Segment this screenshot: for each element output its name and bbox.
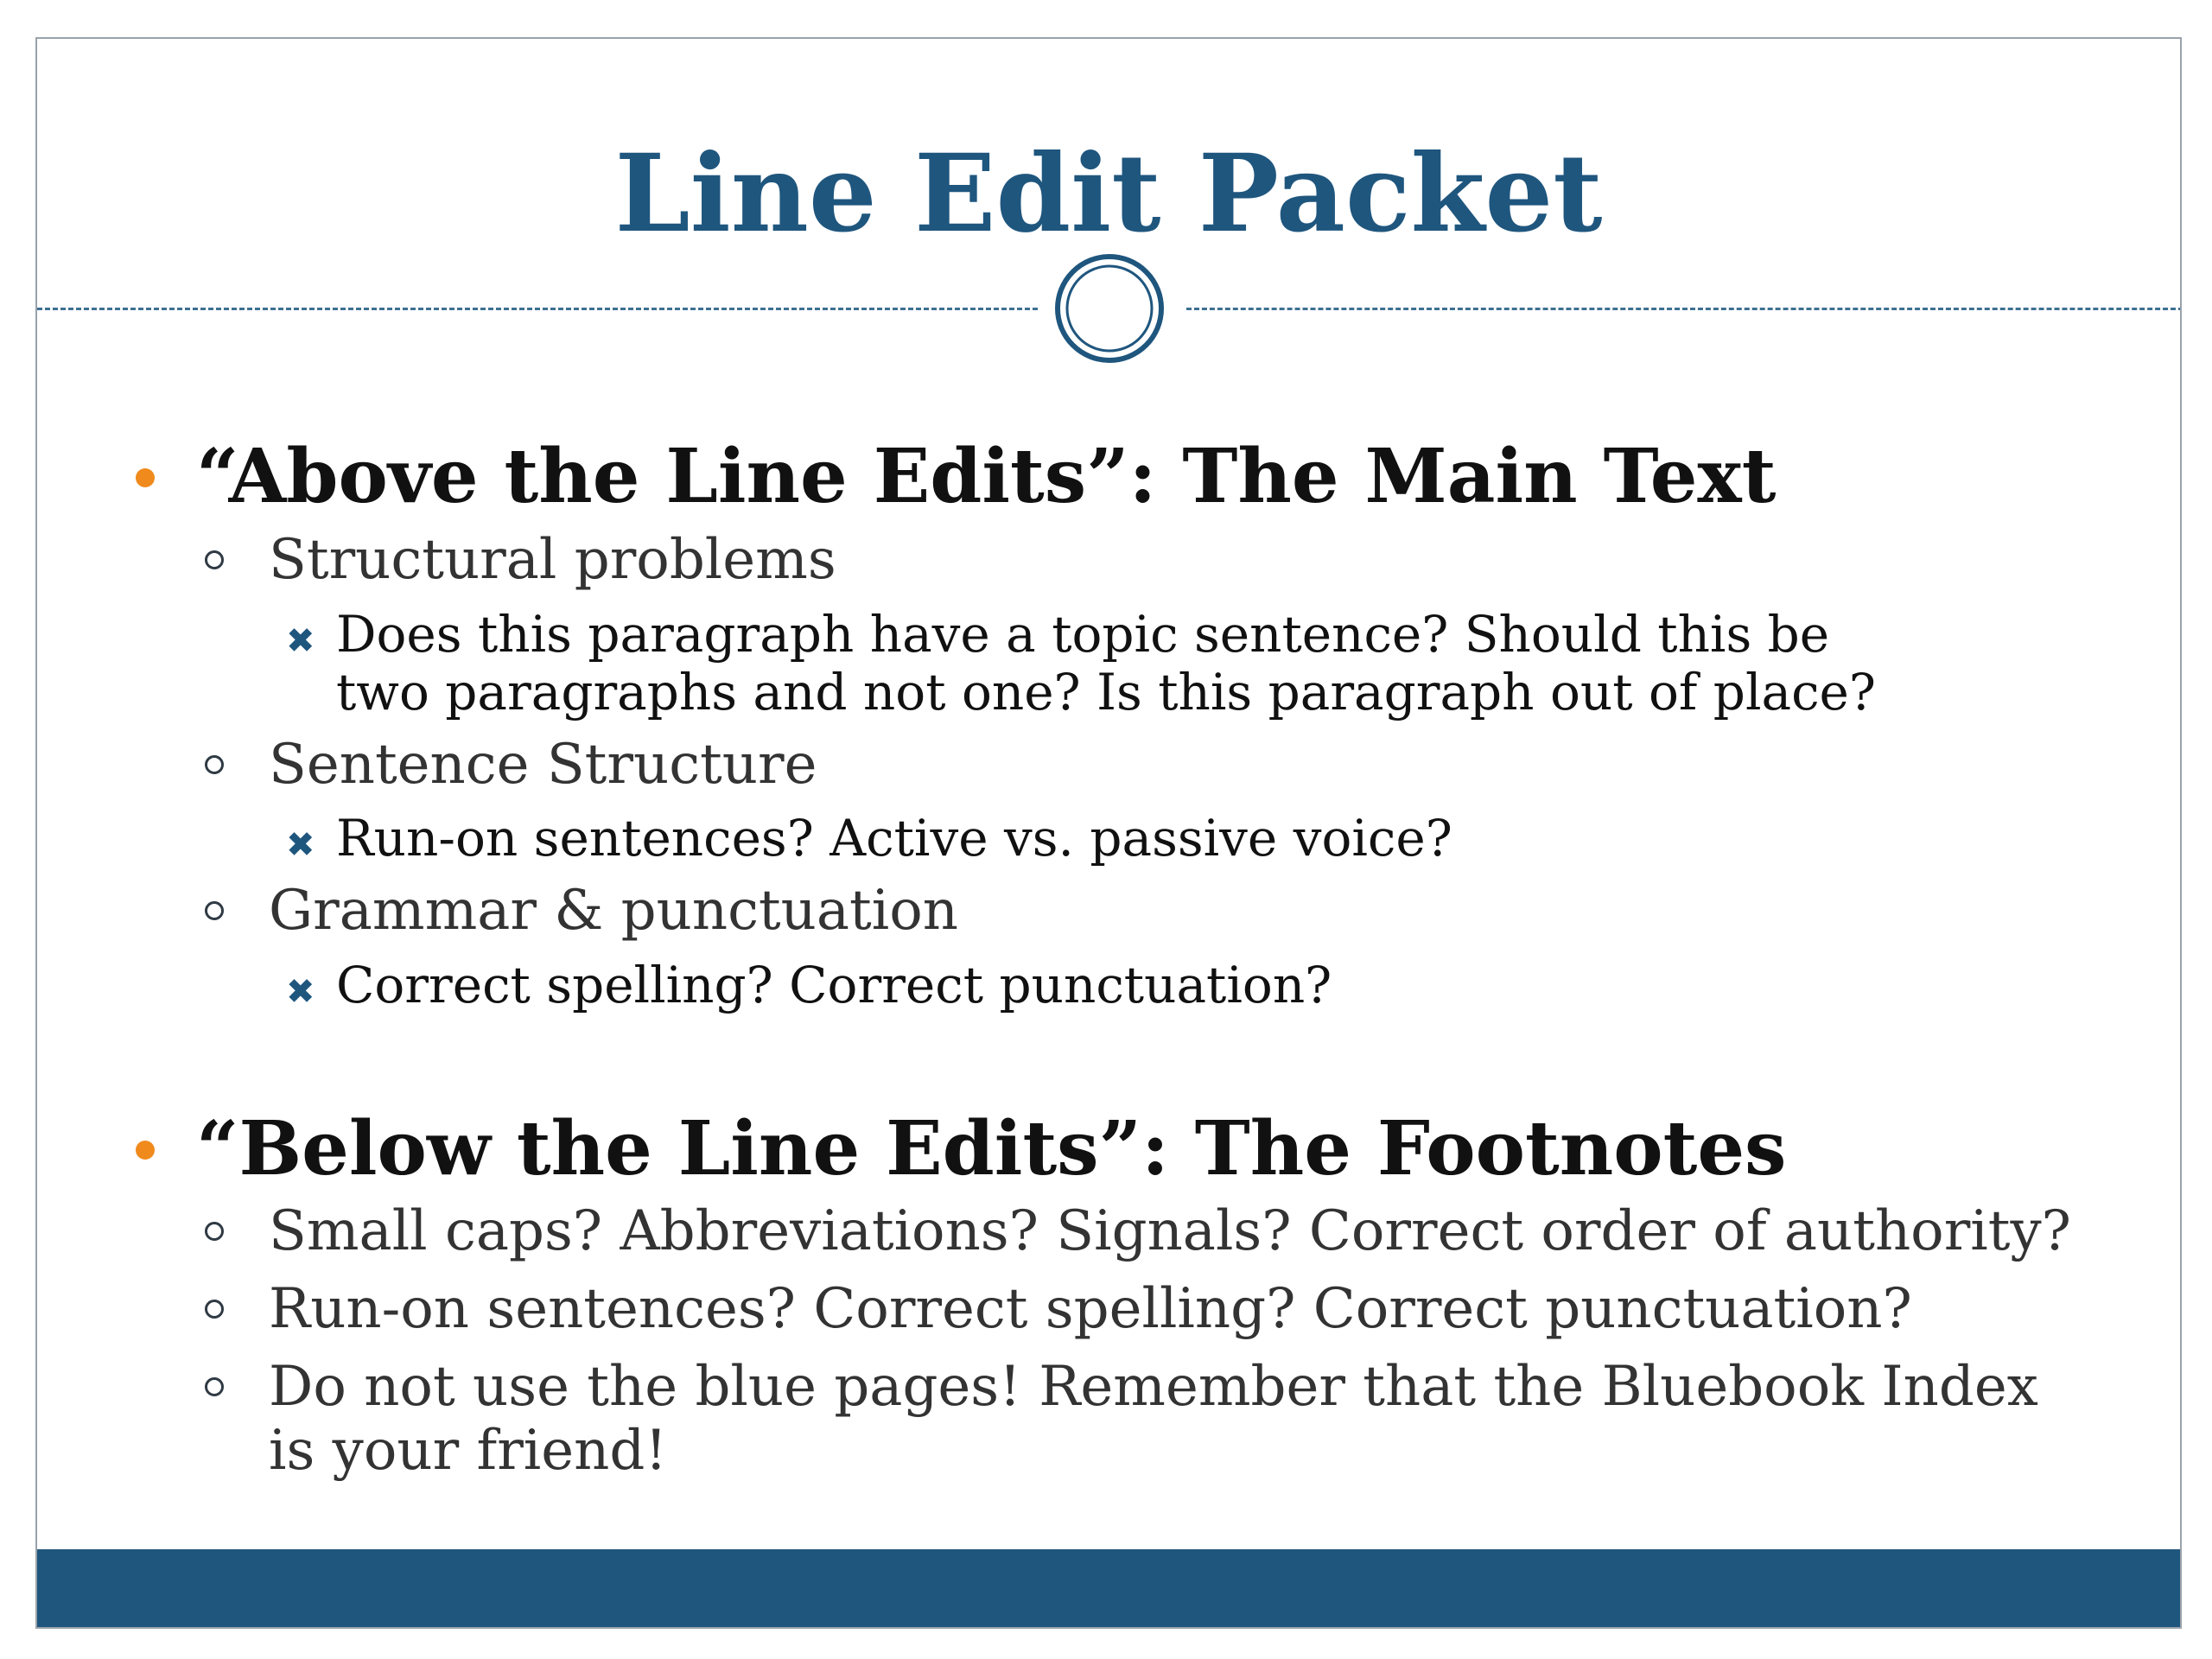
hollow-circle-icon <box>205 755 224 774</box>
sub-list-item <box>286 956 1926 1014</box>
sub-list-item-text: Does this paragraph have a topic sentence? Should this be two paragraphs and not one? Is this paragraph out of place? <box>336 605 1876 721</box>
footer-bar <box>37 1549 2180 1627</box>
hollow-circle-icon <box>205 901 224 920</box>
list-item-text: Structural problems <box>269 528 836 592</box>
orange-dot-icon <box>136 1141 155 1160</box>
list-item <box>269 1355 2101 1483</box>
slide-body <box>37 39 2180 1627</box>
section-heading <box>196 433 1777 520</box>
hollow-circle-icon <box>205 1377 224 1396</box>
x-star-icon: ✖ <box>286 825 315 865</box>
sub-list-item <box>286 809 1926 868</box>
list-item <box>269 1277 2118 1341</box>
slide <box>35 37 2182 1629</box>
section-heading-text: “Above the Line Edits”: The Main Text <box>196 433 1777 520</box>
list-item <box>269 733 817 797</box>
list-item <box>269 1199 2118 1263</box>
list-item-text: Sentence Structure <box>269 733 817 797</box>
list-item-text: Small caps? Abbreviations? Signals? Correct order of authority? <box>269 1199 2071 1263</box>
list-item <box>269 528 836 592</box>
list-item-text: Grammar & punctuation <box>269 879 958 943</box>
hollow-circle-icon <box>205 1300 224 1319</box>
sub-list-item-text: Run-on sentences? Active vs. passive voice? <box>336 809 1452 868</box>
list-item <box>269 879 958 943</box>
hollow-circle-icon <box>205 1222 224 1241</box>
x-star-icon: ✖ <box>286 972 315 1012</box>
slide-title: Line Edit Packet <box>614 131 1603 257</box>
section-heading <box>196 1105 1787 1192</box>
list-item-text: Run-on sentences? Correct spelling? Correct punctuation? <box>269 1277 1912 1341</box>
section-heading-text: “Below the Line Edits”: The Footnotes <box>196 1105 1787 1192</box>
x-star-icon: ✖ <box>286 621 315 661</box>
hollow-circle-icon <box>205 550 224 569</box>
sub-list-item-text: Correct spelling? Correct punctuation? <box>336 956 1332 1014</box>
orange-dot-icon <box>136 468 155 487</box>
sub-list-item <box>286 605 1926 721</box>
list-item-text: Do not use the blue pages! Remember that the Bluebook Index is your friend! <box>269 1355 2038 1484</box>
